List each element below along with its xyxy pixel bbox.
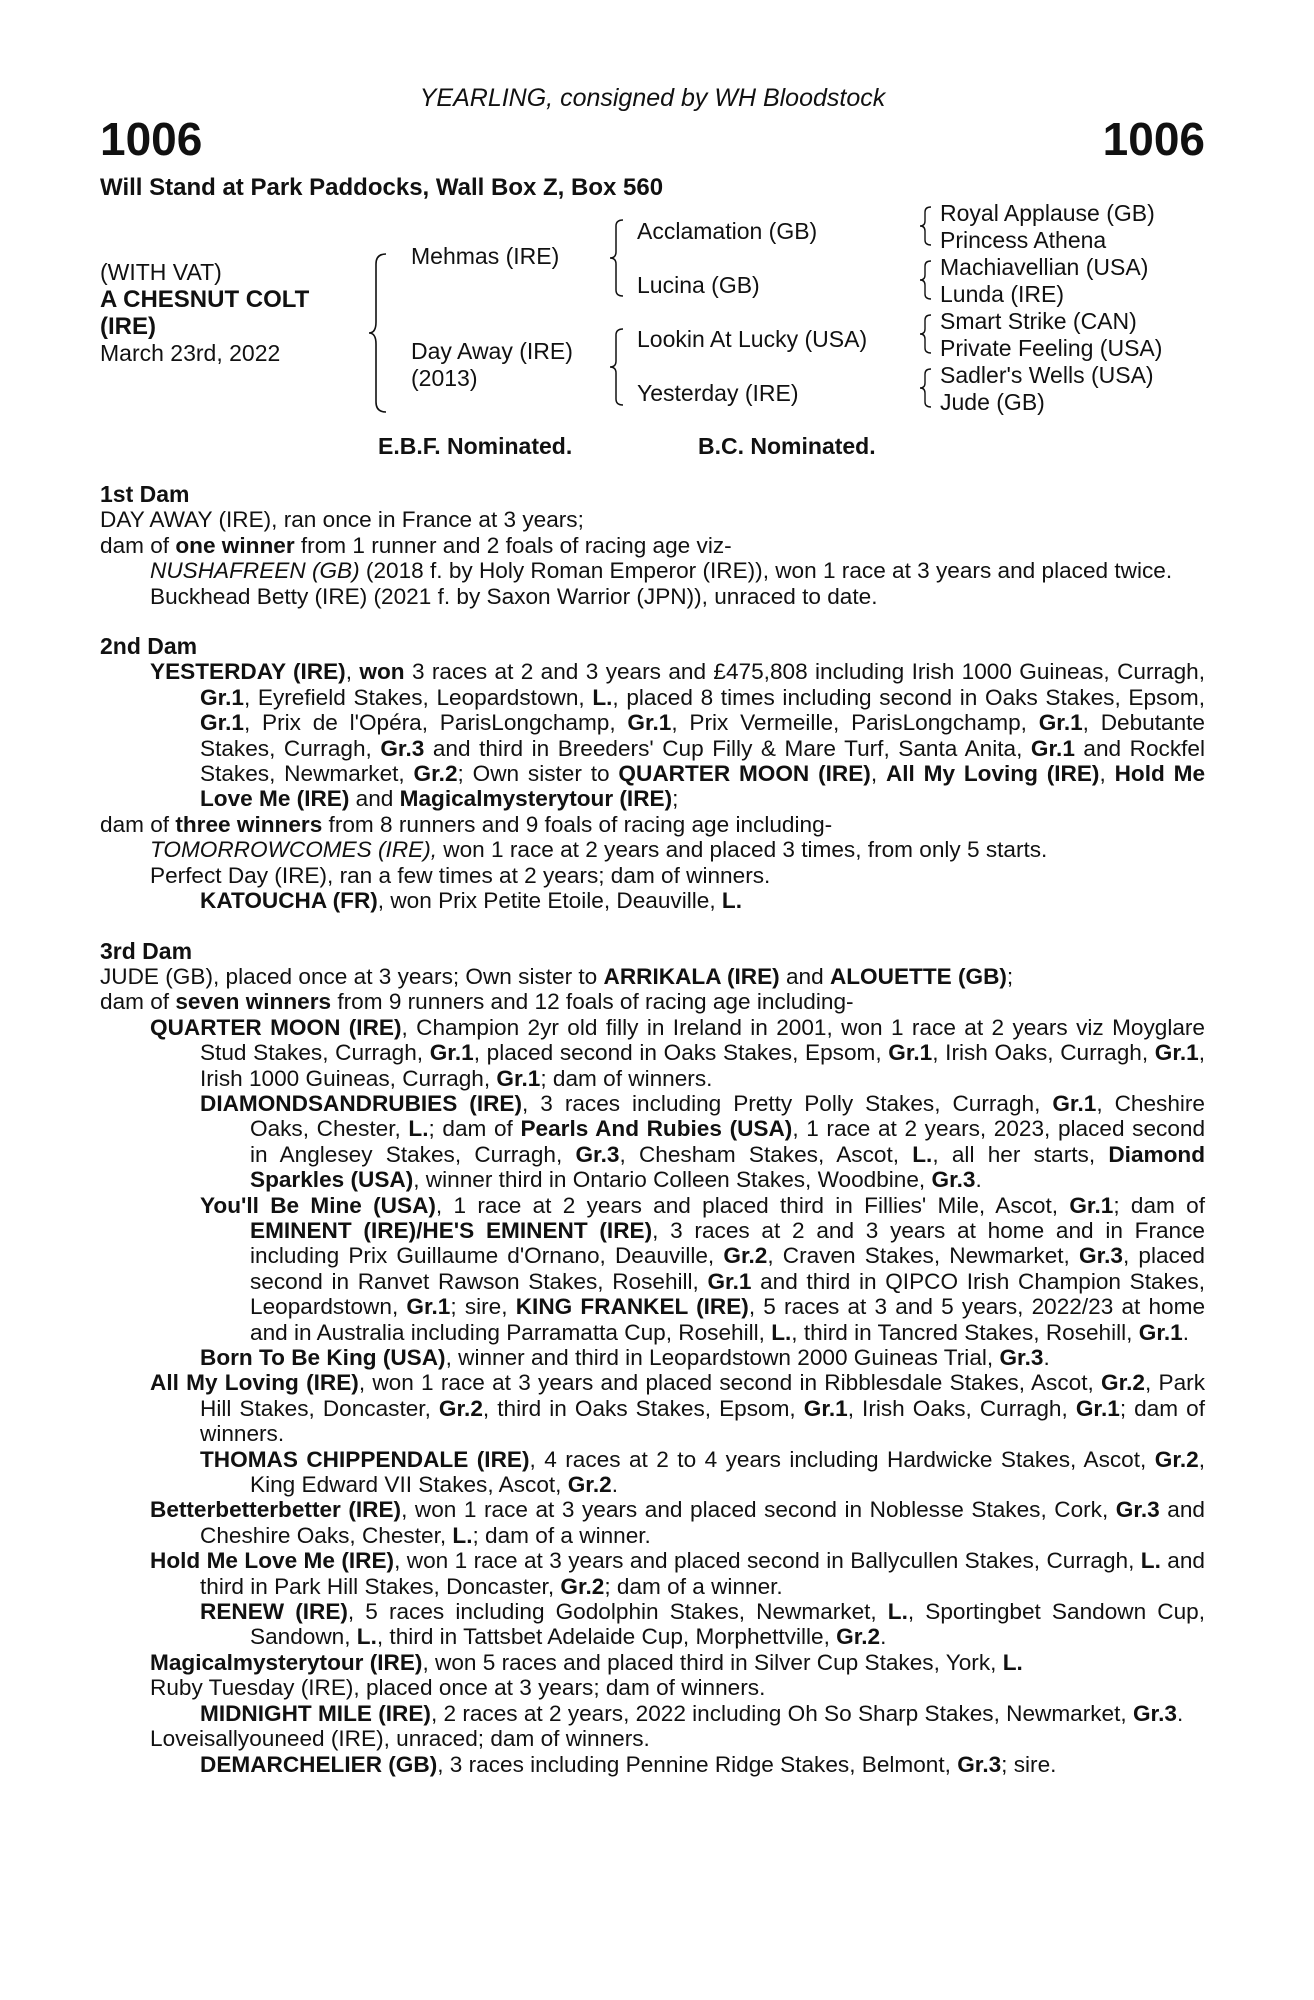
brace-3-4 bbox=[918, 367, 934, 409]
sire-dam: Lucina (GB) bbox=[637, 272, 760, 298]
produce-record bbox=[100, 482, 1205, 1777]
dam-name: Day Away (IRE) bbox=[411, 338, 573, 364]
produce-entry: MIDNIGHT MILE (IRE), 2 races at 2 years, 2022 including Oh So Sharp Stakes, Newmarket, Gr.3. bbox=[200, 1700, 1184, 1726]
lot-number-right: 1006 bbox=[1102, 113, 1205, 165]
third-dam-line: JUDE (GB), placed once at 3 years; Own sister to ARRIKALA (IRE) and ALOUETTE (GB); bbox=[100, 963, 1014, 989]
sire-name: Mehmas (IRE) bbox=[411, 243, 560, 269]
produce-entry: DEMARCHELIER (GB), 3 races including Pennine Ridge Stakes, Belmont, Gr.3; sire. bbox=[200, 1751, 1057, 1777]
produce-entry: Loveisallyouneed (IRE), unraced; dam of winners. bbox=[150, 1726, 650, 1752]
ebf-nomination: E.B.F. Nominated. bbox=[378, 433, 573, 459]
bc-nomination: B.C. Nominated. bbox=[698, 433, 876, 459]
dam-dam: Yesterday (IRE) bbox=[637, 380, 799, 406]
dam-dam-dam: Jude (GB) bbox=[940, 389, 1045, 415]
produce-entry: THOMAS CHIPPENDALE (IRE), 4 races at 2 to 4 years including Hardwicke Stakes, Ascot, Gr.2, King Edward VII Stakes, Ascot, Gr.2. bbox=[200, 1446, 1205, 1498]
consignor-line: YEARLING, consigned by WH Bloodstock bbox=[419, 84, 886, 112]
produce-entry: All My Loving (IRE), won 1 race at 3 years and placed second in Ribblesdale Stakes, Ascot, Gr.2, Park Hill Stakes, Doncaster, Gr.2, third in Oaks Stakes, Epsom, Gr.1, Irish Oaks, Curragh, Gr.1; dam of winners. bbox=[150, 1370, 1206, 1447]
brace-3-3 bbox=[918, 313, 934, 355]
dam-sire-sire: Smart Strike (CAN) bbox=[940, 308, 1137, 334]
catalogue-page bbox=[100, 0, 1205, 2000]
produce-entry: Betterbetterbetter (IRE), won 1 race at 3 years and placed second in Noblesse Stakes, Cork, Gr.3 and Cheshire Oaks, Chester, L.; dam of a winner. bbox=[150, 1497, 1205, 1548]
produce-entry: RENEW (IRE), 5 races including Godolphin Stakes, Newmarket, L., Sportingbet Sandown Cup, Sandown, L., third in Tattsbet Adelaide Cup, Morphettville, Gr.2. bbox=[200, 1599, 1205, 1650]
dam-dam-sire: Sadler's Wells (USA) bbox=[940, 362, 1154, 388]
produce-entry: You'll Be Mine (USA), 1 race at 2 years and placed third in Fillies' Mile, Ascot, Gr.1; dam of EMINENT (IRE)/HE'S EMINENT (IRE), 3 races at 2 and 3 years at home and in France including Prix Guillaume d'Ornano, Deauville, Gr.2, Craven Stakes, Newmarket, Gr.3, placed second in Ranvet Rawson Stakes, Rosehill, Gr.1 and third in QIPCO Irish Champion Stakes, Leopardstown, Gr.1; sire, KING FRANKEL (IRE), 5 races at 3 and 5 years, 2022/23 at home and in Australia including Parramatta Cup, Rosehill, L., third in Tancred Stakes, Rosehill, Gr.1. bbox=[200, 1192, 1206, 1345]
brace-3-2 bbox=[918, 259, 934, 301]
sire-sire-sire: Royal Applause (GB) bbox=[940, 200, 1155, 226]
second-dam-heading: 2nd Dam bbox=[100, 633, 198, 660]
sire-dam-sire: Machiavellian (USA) bbox=[940, 254, 1149, 280]
produce-entry: DIAMONDSANDRUBIES (IRE), 3 races including Pretty Polly Stakes, Curragh, Gr.1, Cheshire Oaks, Chester, L.; dam of Pearls And Rubies (USA), 1 race at 2 years, 2023, placed second in Anglesey Stakes, Curragh, Gr.3, Chesham Stakes, Ascot, L., all her starts, Diamond Sparkles (USA), winner third in Ontario Colleen Stakes, Woodbine, Gr.3. bbox=[200, 1090, 1206, 1193]
vat-note: (WITH VAT) bbox=[100, 259, 222, 285]
sire-sire: Acclamation (GB) bbox=[637, 218, 818, 244]
first-dam-produce-summary: dam of one winner from 1 runner and 2 foals of racing age viz- bbox=[100, 532, 732, 558]
produce-entry: Ruby Tuesday (IRE), placed once at 3 years; dam of winners. bbox=[150, 1675, 766, 1701]
stand-location: Will Stand at Park Paddocks, Wall Box Z, Box 560 bbox=[100, 174, 664, 201]
first-dam-line: DAY AWAY (IRE), ran once in France at 3 years; bbox=[100, 507, 584, 533]
produce-entry: Buckhead Betty (IRE) (2021 f. by Saxon Warrior (JPN)), unraced to date. bbox=[150, 583, 878, 609]
horse-origin: (IRE) bbox=[100, 313, 156, 340]
dam-sire: Lookin At Lucky (USA) bbox=[637, 326, 868, 352]
produce-entry: TOMORROWCOMES (IRE), won 1 race at 2 years and placed 3 times, from only 5 starts. bbox=[150, 837, 1048, 863]
produce-entry: Magicalmysterytour (IRE), won 5 races and placed third in Silver Cup Stakes, York, L. bbox=[150, 1649, 1023, 1675]
produce-entry: Perfect Day (IRE), ran a few times at 2 years; dam of winners. bbox=[150, 862, 771, 888]
second-dam-produce-summary: dam of three winners from 8 runners and 9 foals of racing age including- bbox=[100, 811, 833, 837]
third-dam-heading: 3rd Dam bbox=[100, 937, 193, 964]
dam-sire-dam: Private Feeling (USA) bbox=[940, 335, 1163, 361]
foaling-date: March 23rd, 2022 bbox=[100, 340, 281, 366]
first-dam-heading: 1st Dam bbox=[100, 481, 190, 507]
third-dam-produce-summary: dam of seven winners from 9 runners and 12 foals of racing age including- bbox=[100, 989, 854, 1015]
lot-number-left: 1006 bbox=[100, 113, 203, 165]
sire-brace bbox=[608, 218, 626, 298]
produce-entry: Born To Be King (USA), winner and third in Leopardstown 2000 Guineas Trial, Gr.3. bbox=[200, 1345, 1050, 1370]
brace-3-1 bbox=[918, 205, 934, 247]
produce-entry: NUSHAFREEN (GB) (2018 f. by Holy Roman Emperor (IRE)), won 1 race at 3 years and placed twice. bbox=[150, 558, 1173, 584]
pedigree-table bbox=[100, 200, 1205, 430]
produce-entry: QUARTER MOON (IRE), Champion 2yr old filly in Ireland in 2001, won 1 race at 2 years viz Moyglare Stud Stakes, Curragh, Gr.1, placed second in Oaks Stakes, Epsom, Gr.1, Irish Oaks, Curragh, Gr.1, Irish 1000 Guineas, Curragh, Gr.1; dam of winners. bbox=[150, 1014, 1206, 1091]
sire-sire-dam: Princess Athena bbox=[940, 227, 1107, 253]
produce-entry: Hold Me Love Me (IRE), won 1 race at 3 years and placed second in Ballycullen Stakes, Curragh, L. and third in Park Hill Stakes, Doncaster, Gr.2; dam of a winner. bbox=[150, 1548, 1205, 1599]
second-dam-record: YESTERDAY (IRE), won 3 races at 2 and 3 years and £475,808 including Irish 1000 Guineas, Curragh, Gr.1, Eyrefield Stakes, Leopardstown, L., placed 8 times including second in Oaks Stakes, Epsom, Gr.1, Prix de l'Opéra, ParisLongchamp, Gr.1, Prix Vermeille, ParisLongchamp, Gr.1, Debutante Stakes, Curragh, Gr.3 and third in Breeders' Cup Filly & Mare Turf, Santa Anita, Gr.1 and Rockfel Stakes, Newmarket, Gr.2; Own sister to QUARTER MOON (IRE), All My Loving (IRE), Hold Me Love Me (IRE) and Magicalmysterytour (IRE); bbox=[150, 659, 1206, 812]
horse-name: A CHESNUT COLT bbox=[100, 286, 310, 313]
dam-year: (2013) bbox=[411, 365, 478, 391]
dam-brace bbox=[608, 327, 626, 407]
produce-entry: KATOUCHA (FR), won Prix Petite Etoile, Deauville, L. bbox=[200, 888, 742, 914]
pedigree-brace-main bbox=[368, 252, 390, 414]
sire-dam-dam: Lunda (IRE) bbox=[940, 281, 1065, 307]
